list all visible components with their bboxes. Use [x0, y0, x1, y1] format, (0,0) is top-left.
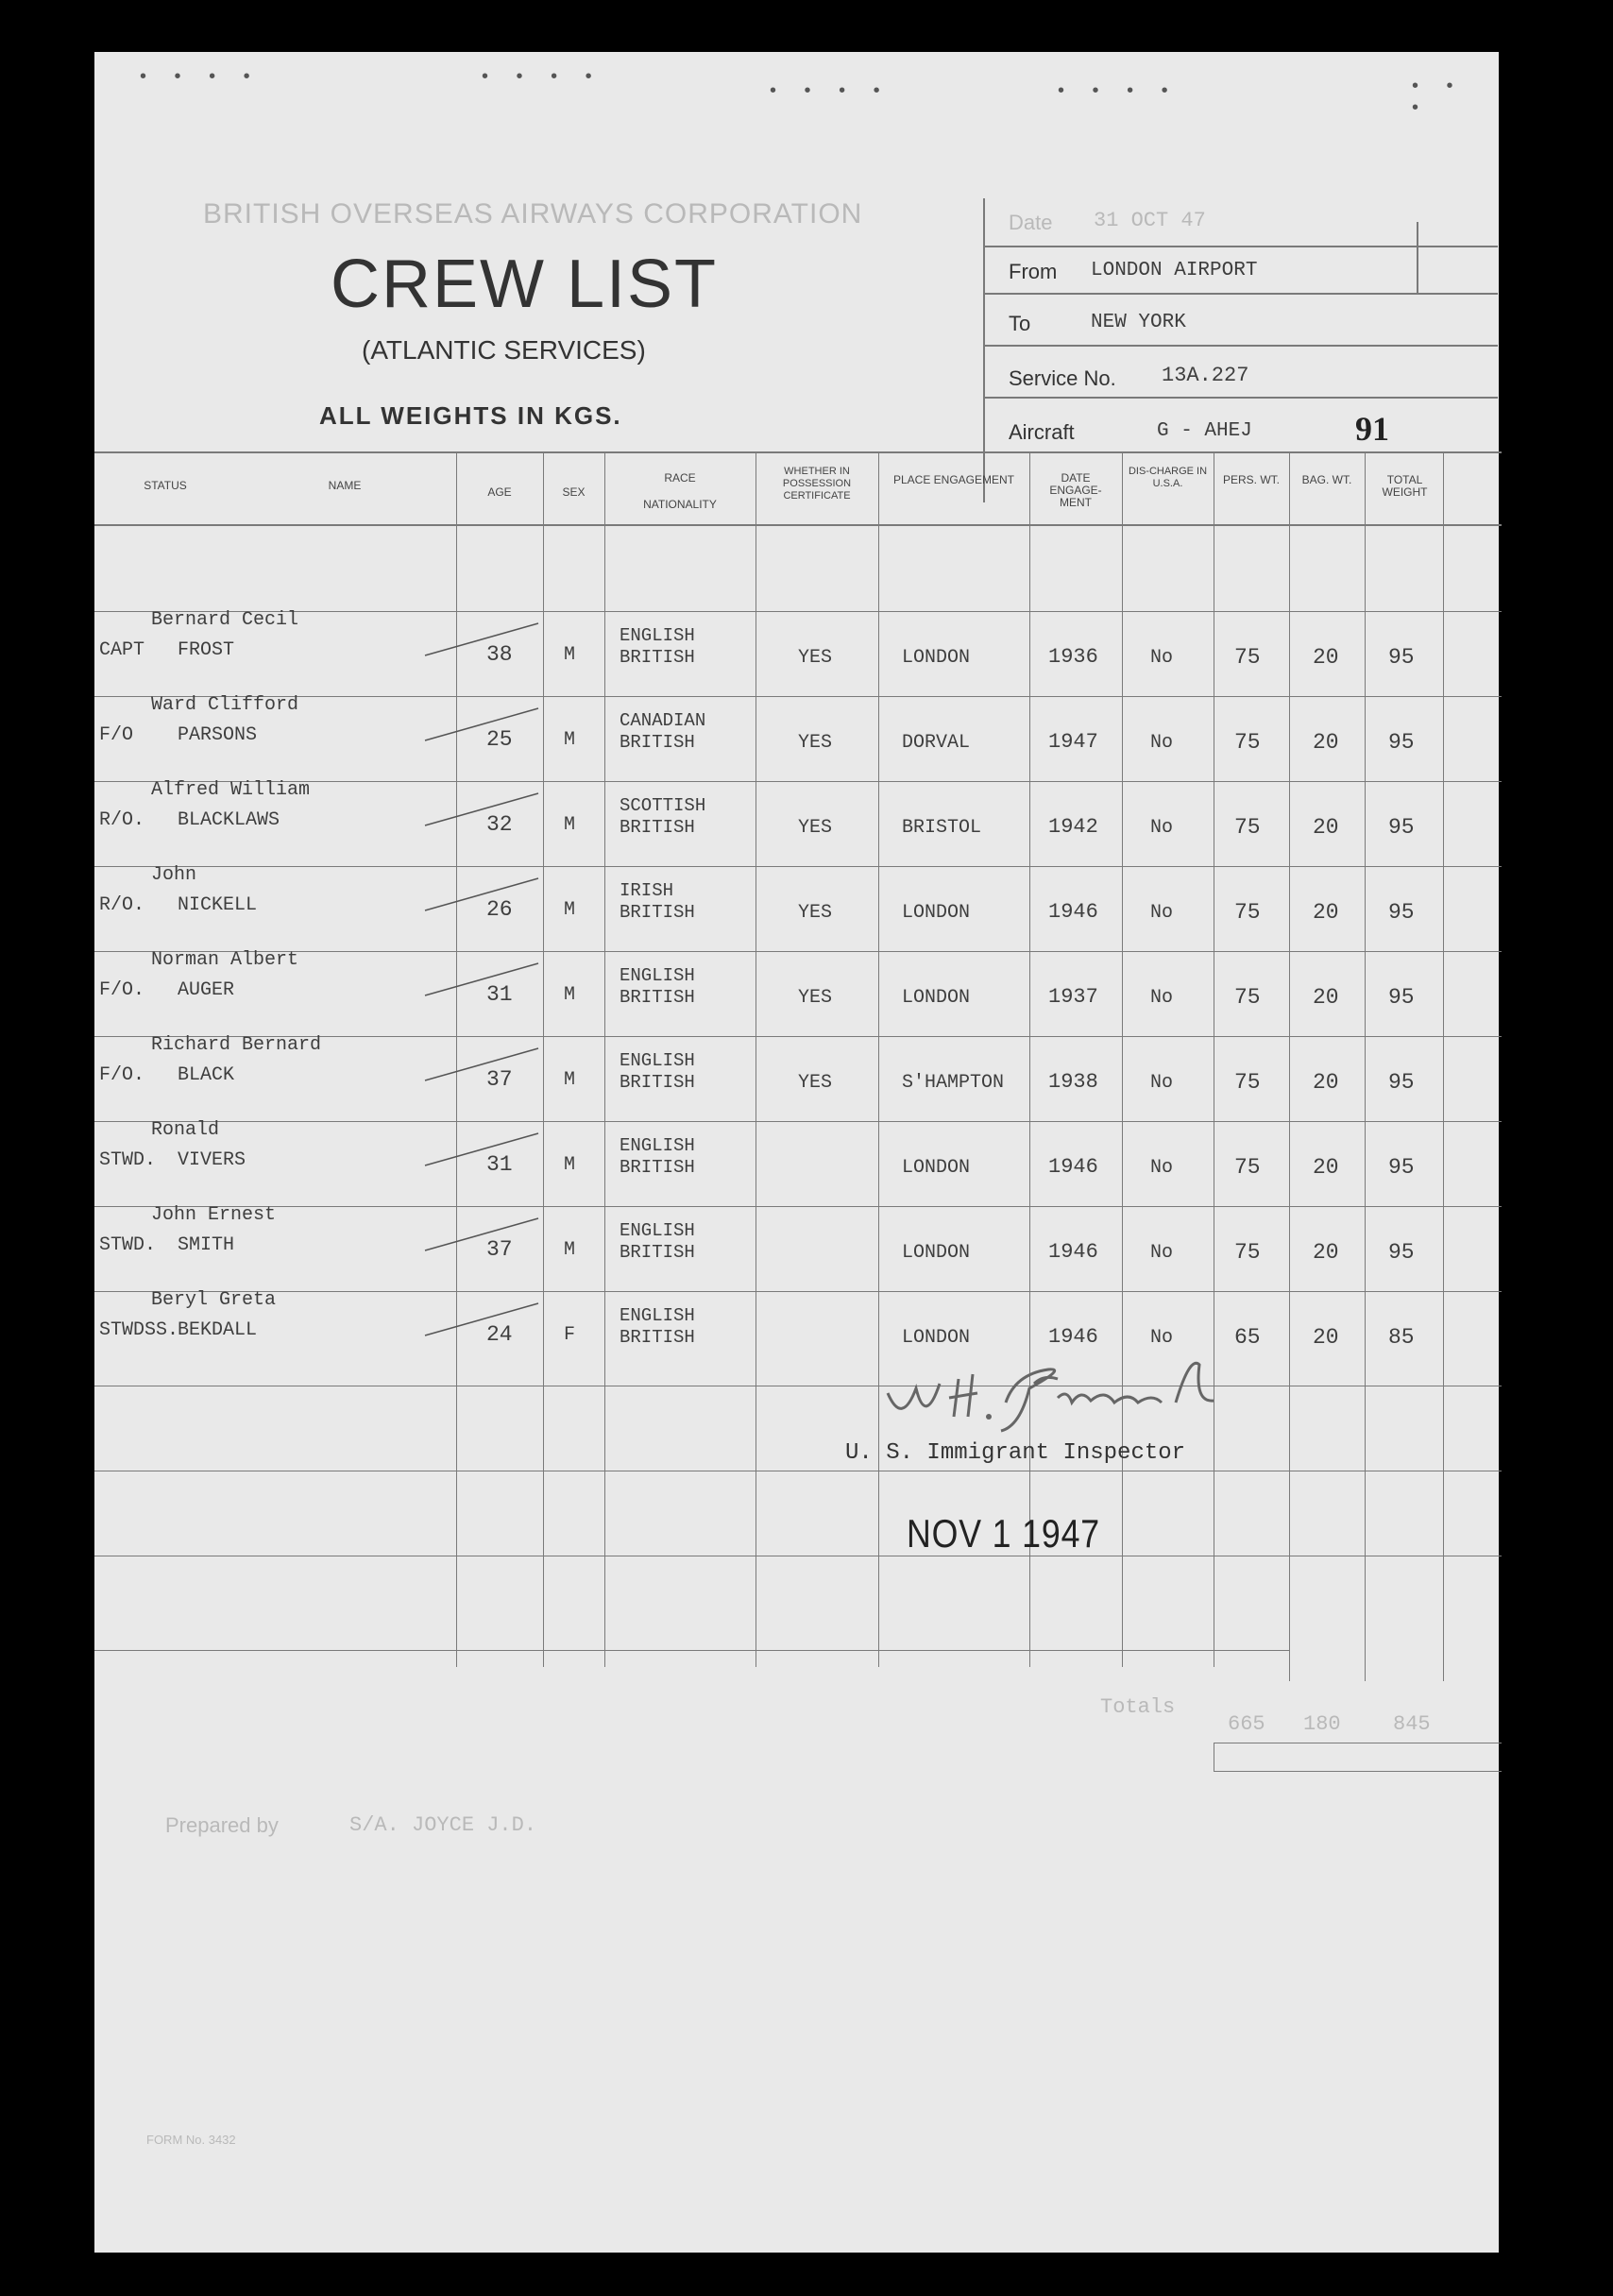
crew-total: 95 — [1388, 815, 1415, 840]
crew-total: 95 — [1388, 730, 1415, 755]
crew-date: 1947 — [1048, 730, 1098, 754]
crew-pers: 75 — [1234, 985, 1261, 1010]
crew-place: LONDON — [902, 902, 971, 924]
crew-nationality: BRITISH — [620, 817, 695, 838]
crew-race: ENGLISH — [620, 1135, 695, 1156]
crew-place: DORVAL — [902, 732, 971, 754]
crew-surname: NICKELL — [178, 894, 258, 916]
crew-first: Ward Clifford — [151, 694, 299, 716]
crew-first: Ronald — [151, 1119, 220, 1141]
crew-cert: YES — [798, 732, 833, 754]
page-title: CREW LIST — [331, 247, 719, 322]
col-total-wt: TOTAL WEIGHT — [1382, 473, 1428, 499]
crew-status: R/O. — [99, 894, 145, 916]
crew-discharge: No — [1150, 647, 1174, 669]
crew-place: BRISTOL — [902, 817, 982, 839]
crew-pers: 75 — [1234, 900, 1261, 925]
crew-first: Norman Albert — [151, 949, 299, 971]
crew-status: STWD. — [99, 1149, 157, 1171]
crew-nationality: BRITISH — [620, 732, 695, 753]
crew-age: 31 — [486, 982, 513, 1007]
crew-first: Richard Bernard — [151, 1034, 322, 1056]
crew-nationality: BRITISH — [620, 987, 695, 1008]
crew-total: 95 — [1388, 985, 1415, 1010]
crew-status: F/O — [99, 724, 134, 746]
weights-note: ALL WEIGHTS IN KGS. — [319, 401, 622, 430]
crew-sex: M — [564, 644, 576, 666]
crew-total: 95 — [1388, 645, 1415, 670]
pen-slash-mark — [420, 1211, 543, 1258]
crew-cert: YES — [798, 817, 833, 839]
crew-status: STWD. — [99, 1234, 157, 1256]
crew-sex: M — [564, 814, 576, 836]
crew-bag: 20 — [1313, 645, 1339, 670]
crew-sex: M — [564, 729, 576, 751]
crew-discharge: No — [1150, 1072, 1174, 1094]
crew-bag: 20 — [1313, 1070, 1339, 1095]
edge-specks: • • • • — [482, 66, 603, 87]
crew-pers: 65 — [1234, 1325, 1261, 1350]
crew-age: 38 — [486, 642, 513, 667]
col-place: PLACE ENGAGEMENT — [892, 473, 1015, 486]
crew-total: 95 — [1388, 1070, 1415, 1095]
crew-discharge: No — [1150, 902, 1174, 924]
col-nationality: NATIONALITY — [643, 498, 717, 511]
crew-date: 1936 — [1048, 645, 1098, 669]
aircraft-label: Aircraft — [1009, 420, 1075, 444]
crew-bag: 20 — [1313, 1240, 1339, 1265]
crew-pers: 75 — [1234, 1155, 1261, 1180]
crew-date: 1942 — [1048, 815, 1098, 839]
edge-specks: • • • • — [770, 80, 891, 101]
col-age: AGE — [487, 485, 512, 499]
crew-surname: AUGER — [178, 979, 235, 1001]
crew-nationality: BRITISH — [620, 1327, 695, 1348]
crew-first: John — [151, 864, 197, 886]
page-subtitle: (ATLANTIC SERVICES) — [362, 335, 646, 365]
crew-race: ENGLISH — [620, 1220, 695, 1241]
pen-slash-mark — [420, 1296, 543, 1343]
form-number: FORM No. 3432 — [146, 2133, 236, 2147]
pen-slash-mark — [420, 1041, 543, 1088]
crew-cert: YES — [798, 902, 833, 924]
totals-pers: 665 — [1228, 1712, 1265, 1736]
crew-place: LONDON — [902, 647, 971, 669]
crew-race: IRISH — [620, 880, 674, 901]
crew-status: F/O. — [99, 979, 145, 1001]
crew-nationality: BRITISH — [620, 647, 695, 668]
crew-race: ENGLISH — [620, 1050, 695, 1071]
crew-discharge: No — [1150, 817, 1174, 839]
crew-pers: 75 — [1234, 1240, 1261, 1265]
crew-surname: BEKDALL — [178, 1319, 258, 1341]
crew-nationality: BRITISH — [620, 1157, 695, 1178]
crew-first: John Ernest — [151, 1204, 277, 1226]
col-certificate: WHETHER IN POSSESSION CERTIFICATE — [782, 466, 852, 502]
company-name: BRITISH OVERSEAS AIRWAYS CORPORATION — [203, 198, 863, 230]
prepared-label: Prepared by — [165, 1813, 279, 1837]
pen-slash-mark — [420, 786, 543, 833]
crew-status: CAPT — [99, 639, 145, 661]
crew-surname: FROST — [178, 639, 235, 661]
col-bag-wt: BAG. WT. — [1301, 473, 1352, 486]
crew-place: LONDON — [902, 1242, 971, 1264]
crew-race: ENGLISH — [620, 625, 695, 646]
date-value: 31 OCT 47 — [1094, 209, 1206, 232]
crew-age: 31 — [486, 1152, 513, 1177]
crew-race: ENGLISH — [620, 1305, 695, 1326]
crew-surname: VIVERS — [178, 1149, 246, 1171]
totals-label: Totals — [1100, 1695, 1176, 1719]
pen-slash-mark — [420, 956, 543, 1003]
crew-bag: 20 — [1313, 900, 1339, 925]
totals-total: 845 — [1393, 1712, 1431, 1736]
crew-cert: YES — [798, 647, 833, 669]
pen-slash-mark — [420, 701, 543, 748]
crew-bag: 20 — [1313, 815, 1339, 840]
crew-place: LONDON — [902, 1157, 971, 1179]
crew-bag: 20 — [1313, 1155, 1339, 1180]
crew-place: LONDON — [902, 1327, 971, 1349]
crew-race: ENGLISH — [620, 965, 695, 986]
crew-pers: 75 — [1234, 815, 1261, 840]
crew-total: 85 — [1388, 1325, 1415, 1350]
aircraft-value: G - AHEJ — [1157, 420, 1252, 442]
crew-place: LONDON — [902, 987, 971, 1009]
crew-sex: M — [564, 984, 576, 1006]
crew-discharge: No — [1150, 1327, 1174, 1349]
crew-date: 1946 — [1048, 1155, 1098, 1179]
crew-bag: 20 — [1313, 730, 1339, 755]
col-pers-wt: PERS. WT. — [1222, 473, 1280, 486]
crew-sex: M — [564, 1154, 576, 1176]
stamp-date: NOV 1 1947 — [907, 1511, 1100, 1556]
crew-discharge: No — [1150, 732, 1174, 754]
totals-bag: 180 — [1303, 1712, 1341, 1736]
col-discharge: DIS-CHARGE IN U.S.A. — [1128, 466, 1208, 489]
crew-age: 37 — [486, 1237, 513, 1262]
crew-date: 1946 — [1048, 1240, 1098, 1264]
crew-pers: 75 — [1234, 730, 1261, 755]
col-name: NAME — [328, 479, 362, 492]
service-value: 13A.227 — [1162, 364, 1249, 387]
crew-age: 25 — [486, 727, 513, 752]
crew-first: Bernard Cecil — [151, 609, 299, 631]
pen-slash-mark — [420, 616, 543, 663]
crew-status: F/O. — [99, 1064, 145, 1086]
crew-discharge: No — [1150, 1157, 1174, 1179]
pen-slash-mark — [420, 871, 543, 918]
crew-date: 1937 — [1048, 985, 1098, 1009]
crew-sex: M — [564, 1069, 576, 1091]
crew-bag: 20 — [1313, 1325, 1339, 1350]
crew-sex: M — [564, 899, 576, 921]
crew-nationality: BRITISH — [620, 1242, 695, 1263]
crew-total: 95 — [1388, 1155, 1415, 1180]
crew-race: SCOTTISH — [620, 795, 706, 816]
sheet-number: 91 — [1355, 410, 1389, 448]
col-status: STATUS — [144, 479, 187, 492]
crew-age: 37 — [486, 1067, 513, 1092]
crew-cert: YES — [798, 1072, 833, 1094]
crew-first: Beryl Greta — [151, 1289, 277, 1311]
crew-age: 32 — [486, 812, 513, 837]
crew-surname: BLACKLAWS — [178, 809, 280, 831]
crew-place: S'HAMPTON — [902, 1072, 1005, 1094]
from-value: LONDON AIRPORT — [1091, 260, 1258, 281]
crew-total: 95 — [1388, 900, 1415, 925]
crew-discharge: No — [1150, 1242, 1174, 1264]
crew-status: STWDSS. — [99, 1319, 179, 1341]
inspector-signature — [878, 1336, 1369, 1440]
from-label: From — [1009, 260, 1058, 283]
crew-bag: 20 — [1313, 985, 1339, 1010]
to-value: NEW YORK — [1091, 312, 1186, 333]
edge-specks: • • • • — [140, 66, 262, 87]
date-label: Date — [1009, 211, 1053, 234]
crew-list-document — [94, 52, 1499, 2253]
crew-surname: BLACK — [178, 1064, 235, 1086]
crew-pers: 75 — [1234, 1070, 1261, 1095]
col-sex: SEX — [562, 485, 586, 499]
pen-slash-mark — [420, 1126, 543, 1173]
inspector-title: U. S. Immigrant Inspector — [845, 1440, 1186, 1466]
crew-first: Alfred William — [151, 779, 311, 801]
crew-nationality: BRITISH — [620, 902, 695, 923]
col-date: DATE ENGAGE-MENT — [1049, 471, 1102, 509]
crew-discharge: No — [1150, 987, 1174, 1009]
prepared-value: S/A. JOYCE J.D. — [349, 1813, 537, 1837]
col-race: RACE — [664, 471, 696, 485]
crew-date: 1946 — [1048, 1325, 1098, 1349]
crew-age: 26 — [486, 897, 513, 922]
crew-surname: SMITH — [178, 1234, 235, 1256]
crew-date: 1946 — [1048, 900, 1098, 924]
crew-surname: PARSONS — [178, 724, 258, 746]
crew-cert: YES — [798, 987, 833, 1009]
crew-age: 24 — [486, 1322, 513, 1347]
edge-specks: • • • — [1412, 76, 1465, 118]
crew-total: 95 — [1388, 1240, 1415, 1265]
edge-specks: • • • • — [1058, 80, 1180, 101]
crew-sex: F — [564, 1324, 576, 1346]
service-label: Service No. — [1009, 366, 1116, 390]
crew-date: 1938 — [1048, 1070, 1098, 1094]
crew-sex: M — [564, 1239, 576, 1261]
crew-status: R/O. — [99, 809, 145, 831]
crew-race: CANADIAN — [620, 710, 706, 731]
crew-nationality: BRITISH — [620, 1072, 695, 1093]
crew-pers: 75 — [1234, 645, 1261, 670]
to-label: To — [1009, 312, 1031, 335]
